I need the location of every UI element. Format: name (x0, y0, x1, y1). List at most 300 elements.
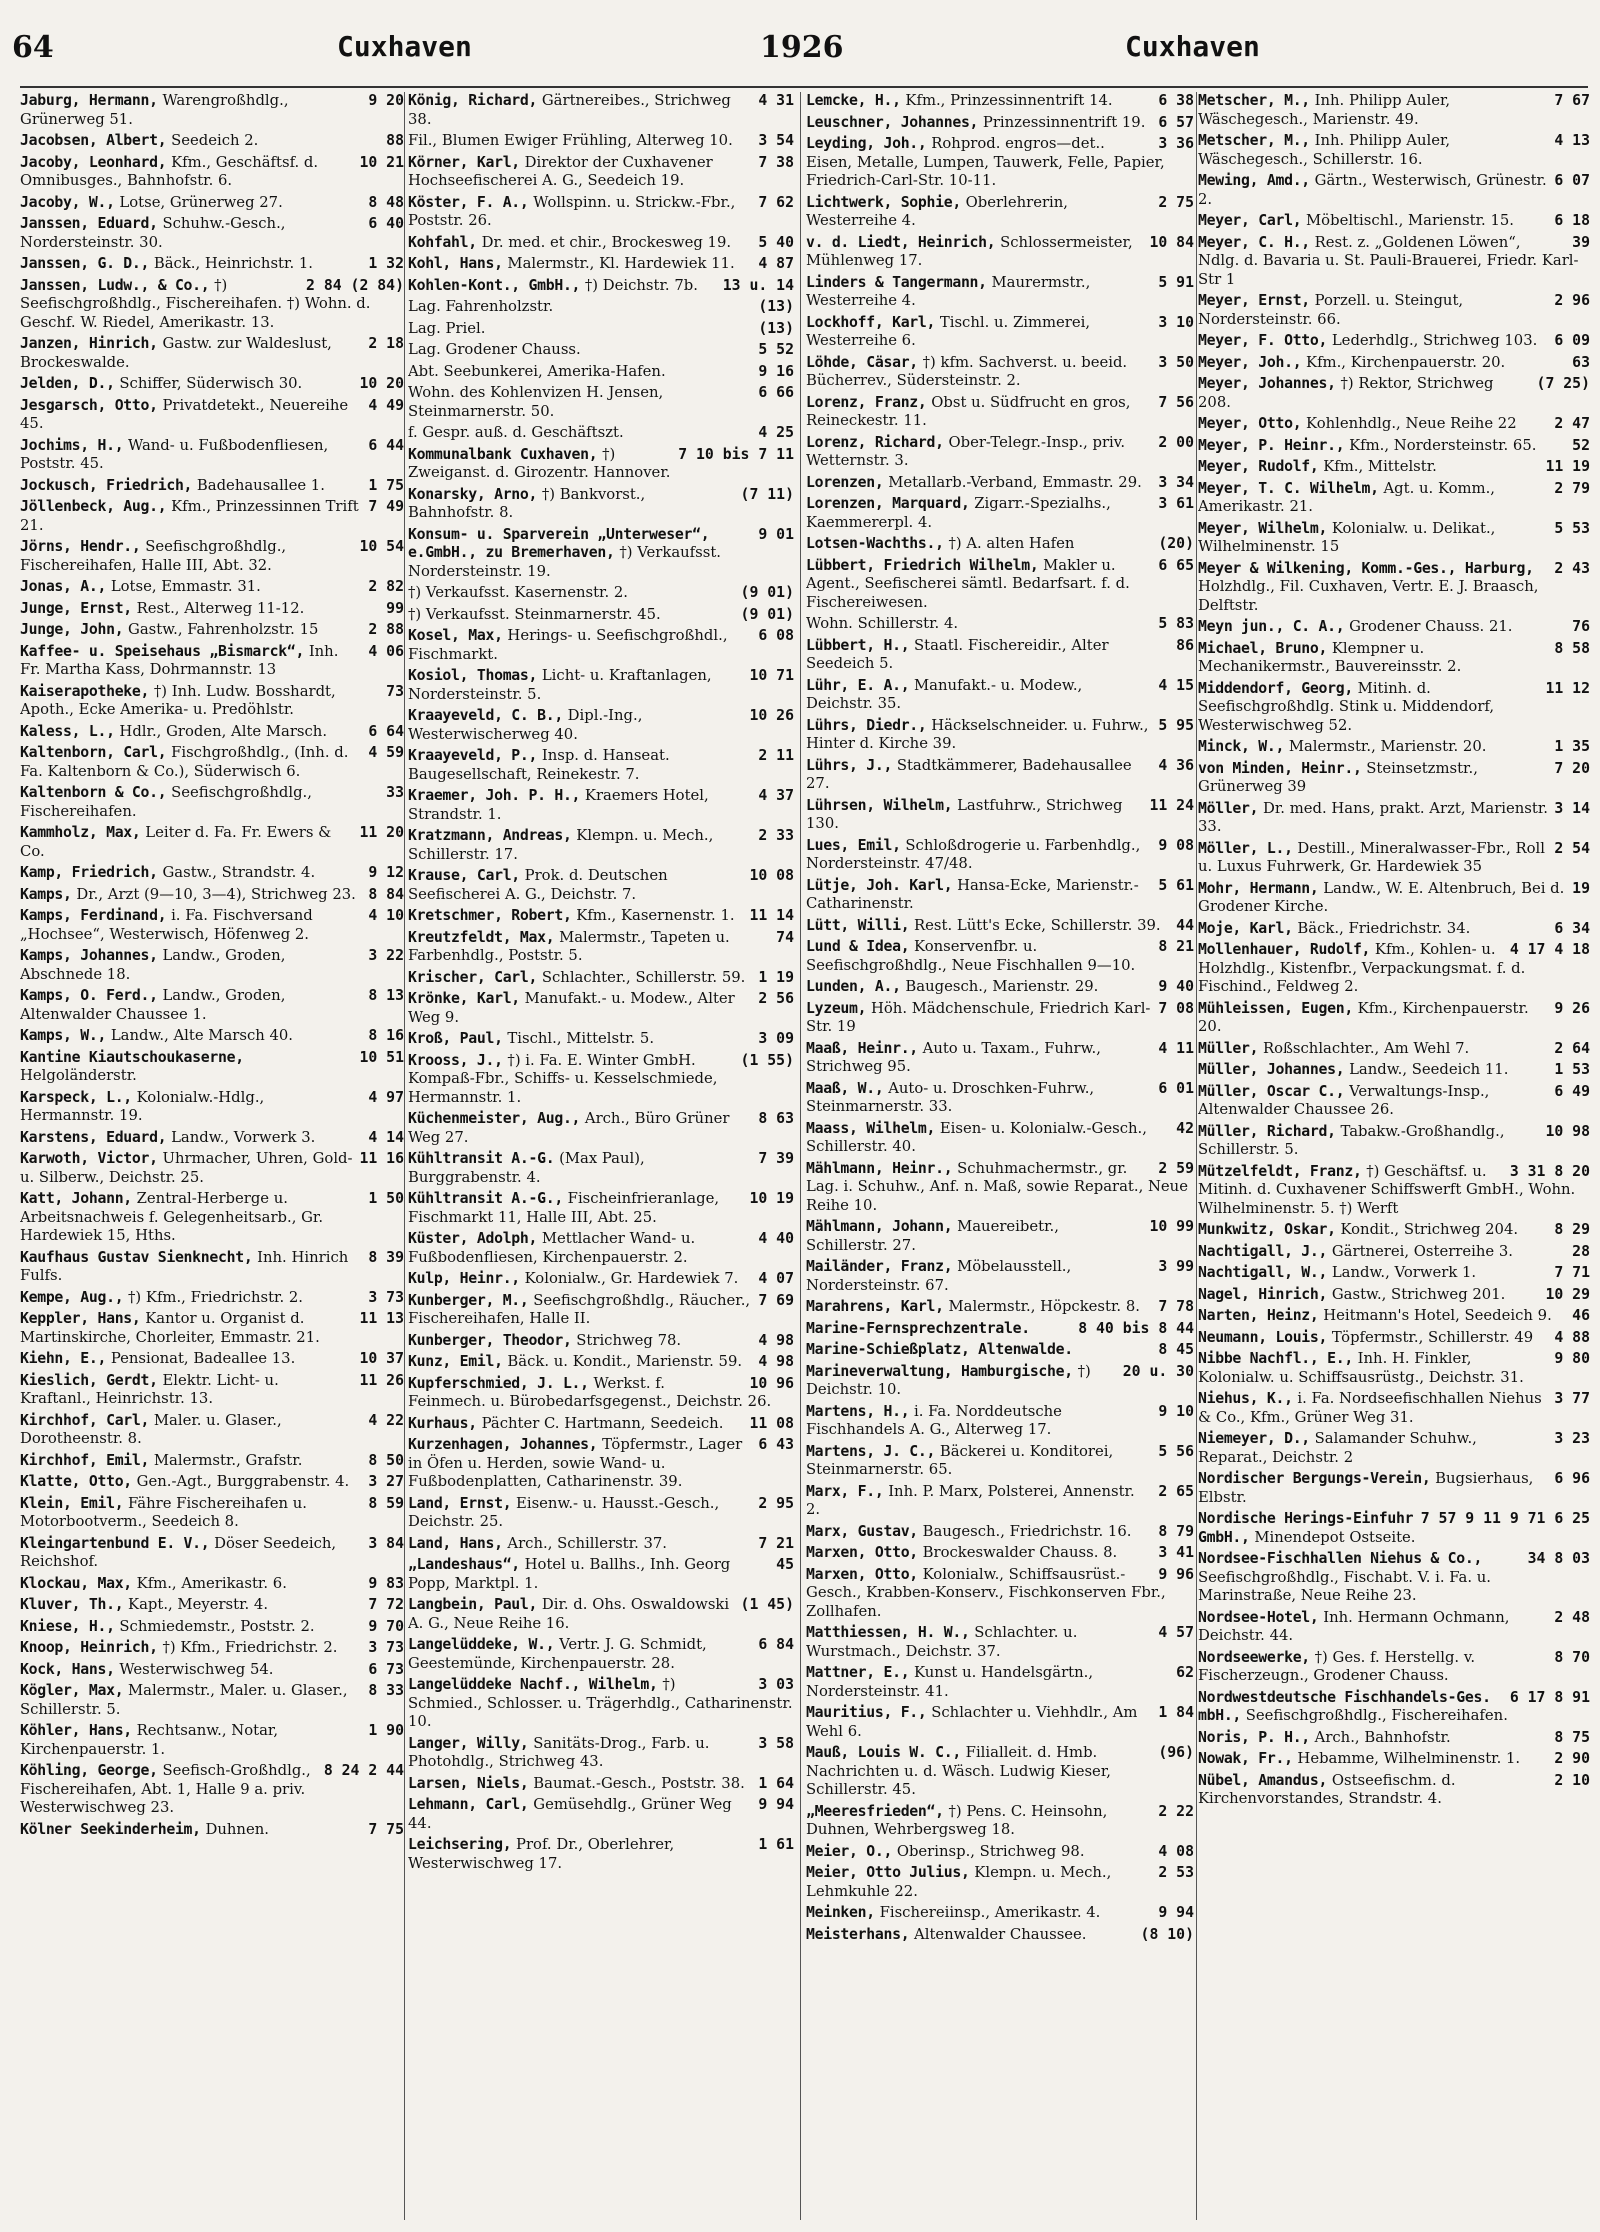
phone-number: 4 40 (758, 1230, 794, 1247)
entry-details: Uhrmacher, Uhren, Gold- u. Silberw., Deichstr. 25. (20, 1150, 353, 1186)
entry-details: Mitinh. d. Seefischgroßhdlg. Stink u. Middendorf, Westerwischweg 52. (1198, 679, 1495, 734)
entry-details: Rohprod. engros—det.. Eisen, Metalle, Lumpen, Tauwerk, Felle, Papier, Friedrich-Carl-Str. 10-11. (806, 135, 1165, 189)
directory-entry (408, 707, 794, 744)
phone-number: 4 13 (1554, 132, 1590, 149)
phone-number: (20) (1158, 535, 1194, 552)
entry-details: Kapt., Meyerstr. 4. (128, 1596, 269, 1613)
entry-details: Baumat.-Gesch., Poststr. 38. (533, 1774, 745, 1792)
phone-number: 11 24 (1149, 796, 1194, 814)
entry-name: Klatte, Otto, (20, 1473, 132, 1490)
entry-details: Auto- u. Droschken-Fuhrw., Steinmarnerstr. 33. (806, 1079, 1095, 1115)
entry-name: Kulp, Heinr., (408, 1270, 520, 1287)
entry-name: Metscher, M., (1198, 132, 1310, 149)
directory-entry (1198, 458, 1590, 477)
entry-name: Kunberger, M., (408, 1291, 529, 1309)
phone-number: 8 33 (368, 1682, 404, 1699)
phone-number: 10 19 (749, 1190, 794, 1207)
entry-details: Landw., W. E. Altenbruch, Bei d. Grodener Kirche. (1198, 879, 1565, 915)
directory-entry (20, 397, 404, 434)
directory-entry (806, 837, 1194, 874)
entry-name: Kock, Hans, (20, 1660, 115, 1678)
directory-entry (1198, 738, 1590, 757)
entry-name: Karspeck, L., (20, 1088, 132, 1106)
entry-name: Kamp, Friedrich, (20, 864, 158, 881)
entry-details: Grodener Chauss. 21. (1349, 618, 1513, 635)
directory-entry (806, 1926, 1194, 1945)
directory-entry (1198, 1750, 1590, 1769)
entry-details: Hdlr., Groden, Alte Marsch. (119, 722, 328, 740)
phone-number: 4 57 (1158, 1624, 1194, 1641)
entry-name: Karwoth, Victor, (20, 1150, 158, 1167)
directory-entry (20, 987, 404, 1024)
entry-details: Töpfermstr., Schillerstr. 49 (1331, 1328, 1534, 1346)
phone-number: (13) (758, 319, 794, 337)
phone-number: 3 23 (1554, 1430, 1590, 1447)
entry-name: Kölner Seekinderheim, (20, 1820, 201, 1838)
directory-entry (408, 1190, 794, 1227)
entry-details: Kunst u. Handelsgärtn., Nordersteinstr. 41. (806, 1664, 1094, 1700)
directory-entry (806, 1218, 1194, 1255)
entry-details: Bäck., Heinrichstr. 1. (153, 255, 313, 272)
entry-name: Krooss, J., (408, 1051, 503, 1069)
entry-details: †) kfm. Sachverst. u. beeid. Bücherrev., Südersteinstr. 2. (806, 353, 1128, 389)
directory-entry (20, 1289, 404, 1308)
phone-number: 3 99 (1158, 1258, 1194, 1275)
directory-entry (408, 1735, 794, 1772)
phone-number: 19 (1572, 879, 1590, 897)
phone-number: 9 16 (758, 362, 794, 380)
entry-details: Hotel u. Ballhs., Inh. Georg Popp, Marktpl. 1. (408, 1556, 731, 1592)
entry-details: Inh. Philipp Auler, Wäschegesch., Schillerstr. 16. (1198, 132, 1451, 168)
entry-name: Marineverwaltung, Hamburgische, (806, 1362, 1073, 1380)
phone-number: 8 40 bis 8 44 (1078, 1319, 1194, 1337)
entry-details: Rest., Alterweg 11-12. (136, 599, 305, 617)
phone-number: 11 13 (359, 1310, 404, 1327)
directory-entry (408, 606, 794, 625)
phone-number: 9 26 (1554, 999, 1590, 1017)
directory-entry (806, 354, 1194, 391)
directory-entry (20, 1372, 404, 1409)
phone-number: 7 57 9 11 9 71 6 25 (1420, 1510, 1590, 1527)
entry-name: Nübel, Amandus, (1198, 1771, 1328, 1789)
entry-details: Malermstr., Kl. Hardewiek 11. (507, 255, 735, 272)
entry-name: Lorenzen, (806, 473, 884, 491)
entry-details: Rechtsanw., Notar, Kirchenpauerstr. 1. (20, 1722, 279, 1758)
entry-details: Landw., Vorwerk 1. (1331, 1264, 1477, 1281)
entry-details: Filialleit. d. Hmb. Nachrichten u. d. Wäsch. Ludwig Kieser, Schillerstr. 45. (806, 1744, 1111, 1798)
entry-details: Häckselschneider. u. Fuhrw., Hinter d. Kirche 39. (806, 716, 1149, 752)
directory-entry (806, 474, 1194, 493)
phone-number: 8 39 (368, 1248, 404, 1266)
phone-number: 2 75 (1158, 193, 1194, 211)
entry-details: †) Inh. Ludw. Bosshardt, Apoth., Ecke Amerika- u. Predöhlstr. (20, 682, 336, 718)
phone-number: 5 56 (1158, 1442, 1194, 1460)
entry-name: Jochims, H., (20, 436, 124, 454)
entry-name: Möller, L., (1198, 839, 1293, 857)
entry-name: Meier, O., (806, 1842, 893, 1860)
entry-name: Lütt, Willi, (806, 916, 910, 934)
directory-entry (408, 277, 794, 296)
directory-entry (806, 717, 1194, 754)
entry-name: Noris, P. H., (1198, 1728, 1310, 1746)
entry-details: Seefischgroßhdlg., Räucher., Fischereihafen, Halle II. (408, 1291, 751, 1327)
entry-details: Hansa-Ecke, Marienstr.-Catharinenstr. (806, 876, 1139, 912)
phone-number: 1 19 (758, 968, 794, 986)
directory-entry (408, 363, 794, 382)
phone-number: (1 55) (740, 1051, 794, 1069)
entry-name: Kaltenborn & Co., (20, 784, 167, 801)
directory-entry (408, 1110, 794, 1147)
entry-name: Klockau, Max, (20, 1574, 132, 1592)
phone-number: 8 13 (368, 987, 404, 1004)
entry-name: Meinken, (806, 1904, 875, 1921)
phone-number: 2 54 (1554, 839, 1590, 857)
entry-name: Nordwestdeutsche Fischhandels-Ges. mbH., (1198, 1688, 1491, 1724)
entry-name: Jonas, A., (20, 578, 107, 595)
entry-details: (Max Paul), Burggrabenstr. 4. (408, 1150, 645, 1186)
entry-details: Vertr. J. G. Schmidt, Geestemünde, Kirchenpauerstr. 28. (408, 1636, 707, 1672)
entry-name: Meyer, C. H., (1198, 233, 1310, 251)
entry-name: Marine-Fernsprechzentrale. (806, 1319, 1030, 1337)
directory-entry (408, 667, 794, 704)
phone-number: 6 84 (758, 1636, 794, 1653)
entry-details: Prinzessinnentrift 19. (982, 113, 1146, 131)
entry-name: Neumann, Louis, (1198, 1328, 1328, 1346)
directory-entry (1198, 1163, 1590, 1219)
entry-name: Mauritius, F., (806, 1704, 927, 1721)
entry-name: Nachtigall, J., (1198, 1242, 1328, 1260)
entry-details: Roßschlachter., Am Wehl 7. (1262, 1039, 1470, 1057)
entry-details: Manufakt.- u. Modew., Deichstr. 35. (806, 676, 1083, 712)
entry-name: Maass, Wilhelm, (806, 1119, 936, 1137)
entry-details: Bäck., Friedrichstr. 34. (1297, 919, 1471, 937)
directory-entry (806, 1040, 1194, 1077)
entry-details: Agt. u. Komm., Amerikastr. 21. (1198, 479, 1495, 515)
entry-details: Möbeltischl., Marienstr. 15. (1306, 212, 1514, 229)
entry-name: Kirchhof, Emil, (20, 1451, 150, 1469)
entry-name: Meyer, F. Otto, (1198, 332, 1328, 349)
phone-number: 2 88 (368, 621, 404, 638)
directory-entry (1198, 1329, 1590, 1348)
directory-entry (408, 787, 794, 824)
directory-entry (20, 1535, 404, 1572)
phone-number: 8 16 (368, 1027, 404, 1044)
directory-entry (1198, 292, 1590, 329)
directory-entry (408, 1596, 794, 1633)
entry-name: Lührs, Diedr., (806, 716, 927, 734)
phone-number: 4 25 (758, 424, 794, 441)
directory-entry (408, 1230, 794, 1267)
directory-entry (20, 1089, 404, 1126)
phone-number: 1 84 (1158, 1704, 1194, 1721)
directory-entry (1198, 760, 1590, 797)
directory-entry (806, 1403, 1194, 1440)
entry-name: Junge, Ernst, (20, 599, 132, 617)
entry-details: Salamander Schuhw., Reparat., Deichstr. 2 (1198, 1430, 1477, 1466)
entry-details: Kfm., Kirchenpauerstr. 20. (1198, 999, 1529, 1035)
entry-details: Kolonialw.-Hdlg., Hermannstr. 19. (20, 1088, 265, 1124)
entry-name: Meyer, Johannes, (1198, 375, 1336, 392)
directory-entry (20, 1575, 404, 1594)
entry-name: Kaufhaus Gustav Sienknecht, (20, 1248, 253, 1266)
directory-entry (806, 434, 1194, 471)
directory-entry (806, 194, 1194, 231)
phone-number: 7 38 (758, 153, 794, 171)
phone-number: 6 34 (1554, 919, 1590, 937)
entry-name: Müller, (1198, 1039, 1259, 1057)
entry-name: Langbein, Paul, (408, 1596, 538, 1613)
phone-number: 11 20 (359, 824, 404, 841)
phone-number: 6 08 (758, 627, 794, 644)
directory-entry (806, 615, 1194, 634)
entry-details: Gastw., Fahrenholzstr. 15 (128, 621, 319, 638)
phone-number: 3 58 (758, 1734, 794, 1752)
entry-details: Lotse, Grünerweg 27. (119, 193, 283, 211)
entry-details: Wollspinn. u. Strickw.-Fbr., Poststr. 26. (408, 193, 736, 229)
entry-details: Kfm., Mittelstr. (1323, 458, 1437, 475)
phone-number: 8 24 2 44 (323, 1762, 404, 1779)
entry-details: Arch., Bahnhofstr. (1314, 1728, 1451, 1746)
entry-name: Kohfahl, (408, 233, 477, 251)
entry-details: Fischeinfrieranlage, Fischmarkt 11, Halle III, Abt. 25. (408, 1190, 720, 1226)
phone-number: 1 35 (1554, 738, 1590, 755)
entry-details: Klempner u. Mechanikermstr., Bauvereinsstr. 2. (1198, 639, 1462, 675)
entry-name: Kamps, W., (20, 1027, 107, 1044)
entry-name: „Meeresfrieden“, (806, 1802, 944, 1820)
entry-name: Kamps, Ferdinand, (20, 907, 167, 924)
entry-name: Martens, H., (806, 1402, 910, 1420)
phone-number: 9 40 (1158, 978, 1194, 995)
entry-details: Malermstr., Grafstr. (153, 1451, 303, 1469)
entry-details: Kfm., Nordersteinstr. 65. (1349, 436, 1537, 454)
phone-number: 6 57 (1158, 113, 1194, 131)
entry-details: †) Pens. C. Heinsohn, Duhnen, Wehrbergsweg 18. (806, 1802, 1108, 1838)
phone-number: 4 17 4 18 (1509, 941, 1590, 958)
header-rule (20, 86, 1588, 88)
entry-details: Lederhdlg., Strichweg 103. (1331, 332, 1538, 349)
phone-number: 1 53 (1554, 1061, 1590, 1078)
entry-name: Kaiserapotheke, (20, 682, 150, 700)
entry-name: Möller, (1198, 799, 1259, 817)
phone-number: 4 87 (758, 255, 794, 272)
entry-details: Gemüsehdlg., Grüner Weg 44. (408, 1796, 732, 1832)
phone-number: 74 (776, 928, 794, 946)
entry-name: Konsum- u. Sparverein „Unterweser“, e.GmbH., zu Bremerhaven, (408, 525, 710, 561)
entry-name: Maaß, Heinr., (806, 1039, 918, 1057)
directory-entry (806, 637, 1194, 674)
directory-entry (408, 867, 794, 904)
directory-entry (20, 154, 404, 191)
entry-name: Jacoby, Leonhard, (20, 153, 167, 171)
directory-entry (20, 784, 404, 821)
entry-details: Schuhw.-Gesch., Nordersteinstr. 30. (20, 215, 286, 251)
entry-details: Seefisch-Großhdlg., Fischereihafen, Abt. 1, Halle 9 a. priv. Westerwischweg 23. (20, 1762, 311, 1816)
phone-number: 9 01 (758, 525, 794, 543)
entry-details: Inh. P. Marx, Polsterei, Annenstr. 2. (806, 1482, 1135, 1518)
phone-number: 99 (386, 599, 404, 617)
directory-entry (806, 917, 1194, 936)
phone-number: 2 53 (1158, 1864, 1194, 1881)
phone-number: 5 53 (1554, 519, 1590, 537)
directory-entry (20, 1821, 404, 1840)
directory-entry (1198, 415, 1590, 434)
entry-name: Meyer & Wilkening, Komm.-Ges., Harburg, (1198, 559, 1534, 577)
directory-entry (806, 1803, 1194, 1840)
directory-entry (1198, 800, 1590, 837)
entry-details: Herings- u. Seefischgroßhdl., Fischmarkt. (408, 627, 728, 663)
directory-entry (1198, 92, 1590, 129)
entry-details: Zigarr.-Spezialhs., Kaemmererpl. 4. (806, 495, 1111, 531)
entry-details: Schiffer, Süderwisch 30. (119, 375, 303, 392)
phone-number: (9 01) (740, 584, 794, 601)
directory-entry (806, 1704, 1194, 1741)
phone-number: 4 22 (368, 1411, 404, 1429)
phone-number: 5 40 (758, 233, 794, 251)
entry-name: Mohr, Hermann, (1198, 879, 1319, 897)
entry-name: Meyer, Carl, (1198, 212, 1302, 229)
directory-entry (408, 990, 794, 1027)
directory-entry (20, 1412, 404, 1449)
directory-entry (20, 578, 404, 597)
directory-entry (1198, 1307, 1590, 1326)
entry-details: †) Kfm., Friedrichstr. 2. (162, 1639, 338, 1656)
entry-details: Oberlehrerin, Westerreihe 4. (806, 193, 1068, 229)
entry-details: i. Fa. Norddeutsche Fischhandels A. G., Alterweg 17. (806, 1402, 1062, 1438)
phone-number: 8 79 (1158, 1522, 1194, 1540)
entry-details: Bugsierhaus, Elbstr. (1198, 1470, 1534, 1506)
entry-details: Kolonialw. u. Delikat., Wilhelminenstr. 15 (1198, 519, 1496, 555)
entry-details: †) Verkaufsst. Kasernenstr. 2. (408, 584, 628, 601)
phone-number: 1 50 (368, 1190, 404, 1207)
directory-entry (20, 132, 404, 151)
phone-number: 2 18 (368, 335, 404, 352)
entry-name: Jesgarsch, Otto, (20, 396, 158, 414)
entry-name: Katt, Johann, (20, 1190, 132, 1207)
directory-entry (408, 298, 794, 317)
entry-details: Ober-Telegr.-Insp., priv. Wetternstr. 3. (806, 433, 1126, 469)
phone-number: 11 08 (749, 1414, 794, 1432)
entry-details: Dr., Arzt (9—10, 3—4), Strichweg 23. (76, 885, 356, 903)
phone-number: 1 61 (758, 1836, 794, 1853)
directory-entry (806, 394, 1194, 431)
phone-number: 9 12 (368, 864, 404, 881)
entry-name: Müller, Richard, (1198, 1122, 1336, 1140)
entry-name: Karstens, Eduard, (20, 1128, 167, 1146)
entry-details: Manufakt.- u. Modew., Alter Weg 9. (408, 990, 735, 1026)
entry-details: Kondit., Strichweg 204. (1340, 1221, 1519, 1238)
directory-entry (1198, 1430, 1590, 1467)
phone-number: 2 84 (2 84) (306, 276, 404, 294)
entry-details: Gärtnerei, Osterreihe 3. (1331, 1242, 1513, 1260)
phone-number: 9 83 (368, 1574, 404, 1592)
directory-entry (1198, 1000, 1590, 1037)
phone-number: 33 (386, 784, 404, 801)
entry-name: Lührsen, Wilhelm, (806, 796, 953, 814)
entry-name: Keppler, Hans, (20, 1310, 141, 1327)
entry-name: Lunden, A., (806, 978, 901, 995)
phone-number: 86 (1176, 636, 1194, 654)
directory-entry (20, 1661, 404, 1680)
entry-name: Minck, W., (1198, 738, 1285, 755)
phone-number: 2 10 (1554, 1771, 1590, 1789)
entry-details: Tischl., Mittelstr. 5. (507, 1030, 655, 1047)
entry-name: Marxen, Otto, (806, 1565, 918, 1583)
phone-number: 3 73 (368, 1288, 404, 1306)
directory-entry (1198, 234, 1590, 290)
column-4 (1198, 92, 1590, 2220)
entry-details: Hebamme, Wilhelminenstr. 1. (1297, 1750, 1521, 1767)
phone-number: 11 14 (749, 907, 794, 924)
entry-name: Marx, F., (806, 1482, 884, 1500)
entry-name: Kaltenborn, Carl, (20, 744, 167, 761)
entry-details: Lag. Fahrenholzstr. (408, 298, 554, 315)
phone-number: 8 59 (368, 1494, 404, 1512)
entry-details: Schmiedemstr., Poststr. 2. (119, 1617, 315, 1635)
entry-details: Kfm., Kohlen- u. Holzhdlg., Kistenfbr., Verpackungsmat. f. d. Fischind., Feldweg 2. (1198, 941, 1526, 995)
directory-entry (1198, 1609, 1590, 1646)
entry-details: Steinsetzmstr., Grünerweg 39 (1198, 759, 1478, 795)
phone-number: 10 29 (1545, 1285, 1590, 1303)
phone-number: 4 15 (1158, 676, 1194, 694)
directory-entry (20, 1762, 404, 1818)
entry-details: Möbelausstell., Nordersteinstr. 67. (806, 1258, 1072, 1294)
directory-entry (408, 1353, 794, 1372)
directory-entry (408, 132, 794, 151)
directory-entry (20, 600, 404, 619)
directory-entry (20, 1249, 404, 1286)
entry-details: Landw., Groden, Abschnede 18. (20, 947, 286, 983)
entry-name: Langelüddeke, W., (408, 1636, 555, 1653)
entry-details: i. Fa. Fischversand „Hochsee“, Westerwisch, Höfenweg 2. (20, 907, 313, 943)
directory-entry (408, 486, 794, 523)
directory-entry (20, 907, 404, 944)
directory-entry (20, 1350, 404, 1369)
phone-number: 4 88 (1554, 1328, 1590, 1346)
directory-entry (408, 255, 794, 274)
phone-number: 1 32 (368, 255, 404, 272)
phone-number: 7 20 (1554, 759, 1590, 777)
phone-number: 76 (1572, 618, 1590, 635)
entry-details: Minendepot Ostseite. (1254, 1528, 1416, 1546)
entry-details: Werkst. f. Feinmech. u. Bürobedarfsgegenst., Deichstr. 26. (408, 1374, 772, 1410)
directory-entry (408, 1292, 794, 1329)
directory-entry (408, 341, 794, 360)
entry-name: Land, Hans, (408, 1534, 503, 1552)
phone-number: 4 36 (1158, 756, 1194, 774)
phone-number: 5 52 (758, 341, 794, 358)
entry-name: Lühr, E. A., (806, 676, 910, 694)
entry-details: Wand- u. Fußbodenfliesen, Poststr. 45. (20, 436, 329, 472)
directory-entry (1198, 1286, 1590, 1305)
phone-number: 2 48 (1554, 1608, 1590, 1626)
phone-number: 8 75 (1554, 1728, 1590, 1746)
phone-number: 2 65 (1158, 1482, 1194, 1500)
entry-details: Schuhmachermstr., gr. Lag. i. Schuhw., Anf. n. Maß, sowie Reparat., Neue Reihe 10. (806, 1159, 1188, 1214)
directory-entry (20, 335, 404, 372)
entry-details: Verwaltungs-Insp., Altenwalder Chaussee 26. (1198, 1082, 1490, 1118)
entry-details: Tischl. u. Zimmerei, Westerreihe 6. (806, 313, 1091, 349)
entry-details: Bäck. u. Kondit., Marienstr. 59. (507, 1353, 743, 1370)
entry-name: Kommunalbank Cuxhaven, (408, 445, 598, 463)
entry-name: Kleingartenbund E. V., (20, 1534, 210, 1552)
entry-name: Lorenzen, Marquard, (806, 495, 970, 512)
entry-name: Meyn jun., C. A., (1198, 618, 1345, 635)
entry-name: Kratzmann, Andreas, (408, 827, 572, 844)
column-divider (404, 92, 405, 2220)
entry-name: Meyer, Rudolf, (1198, 458, 1319, 475)
entry-name: Krönke, Karl, (408, 990, 520, 1007)
entry-name: Land, Ernst, (408, 1494, 512, 1512)
